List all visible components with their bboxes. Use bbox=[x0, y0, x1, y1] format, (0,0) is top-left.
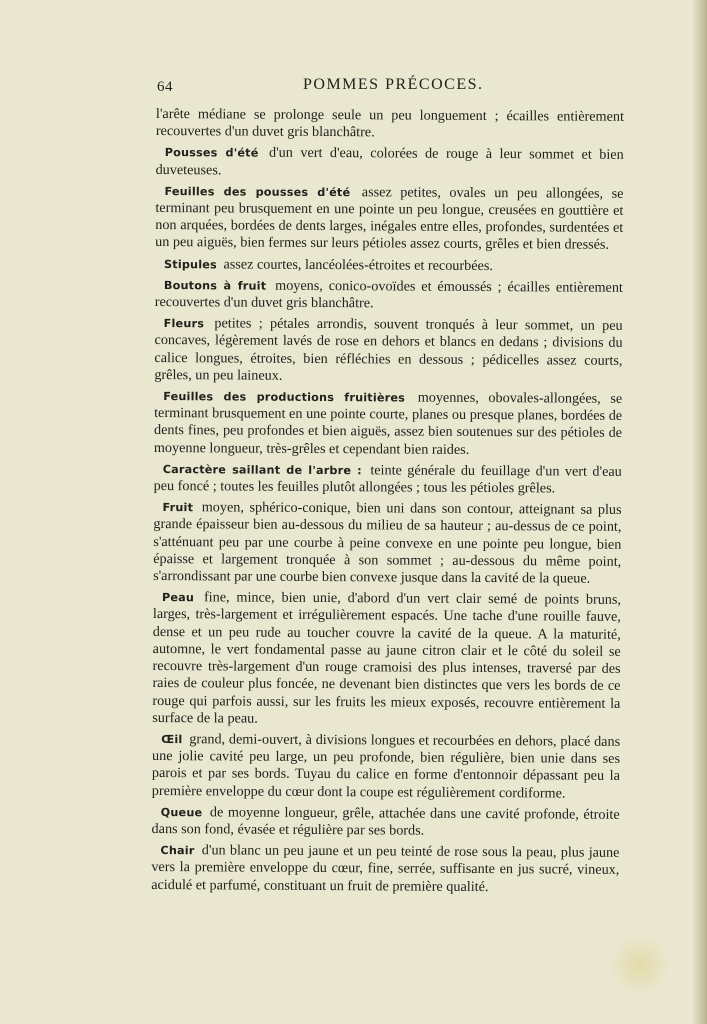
paragraph-text: d'un vert d'eau, colorées de rouge à leur sommet et bien duveteuses. bbox=[155, 145, 624, 179]
paragraph-queue bbox=[152, 804, 620, 841]
paragraph-term: Queue bbox=[160, 805, 203, 820]
paragraph-term: Fruit bbox=[162, 501, 194, 515]
paragraph-text: grand, demi-ouvert, à divisions longues et recourbées en dehors, placé dans une jolie cavité peu large, un peu profonde, bien régulière, bien unie dans ses parois et par ses bords. Tuyau du calice en forme d'entonnoir dépassant peu la première enveloppe du cœur dont la coupe est régulièrement cordiforme. bbox=[151, 731, 621, 802]
paragraph-feuilles-pousses bbox=[155, 183, 623, 255]
paragraph-fleurs bbox=[154, 315, 622, 387]
paragraph-pousses bbox=[156, 144, 624, 181]
paragraph-continuation bbox=[156, 106, 624, 143]
paragraph-text: moyens, conico-ovoïdes et émoussés ; écailles entièrement recouvertes d'un duvet gris blanchâtre. bbox=[154, 277, 623, 312]
paper-stain bbox=[610, 935, 670, 995]
paragraph-boutons bbox=[155, 277, 623, 314]
paragraph-term: Boutons à fruit bbox=[163, 278, 267, 293]
paragraph-text: moyen, sphérico-conique, bien uni dans son contour, atteignant sa plus grande épaisseur bien au-dessous du milieu de sa hauteur ; au-dessus de ce point, s'atténuant peu par une courbe à peine convexe en une pointe peu longue, bien épaisse et largement tronquée à son sommet ; au-dessous du même point, s'arrondissant par une courbe bien convexe jusque dans la cavité de la queue. bbox=[153, 499, 622, 587]
paragraph-text: petites ; pétales arrondis, souvent tronqués à leur sommet, un peu concaves, légèrement lavés de rose en dehors et blancs en dedans ; divisions du calice longues, étroites, bien réfléchies en dessous ; pédicelles assez courts, grêles, un peu laineux. bbox=[154, 315, 623, 384]
paragraph-term: Pousses d'été bbox=[164, 146, 259, 161]
paragraph-feuilles-productions bbox=[154, 388, 622, 460]
paragraph-text: d'un blanc un peu jaune et un peu teinté de rose sous la peau, plus jaune vers la première enveloppe du cœur, fine, serrée, suffisante en jus sucré, vineux, acidulé et parfumé, constituant un fruit de première qualité. bbox=[151, 842, 620, 895]
page-number: 64 bbox=[157, 79, 173, 95]
paragraph-term: Feuilles des pousses d'été bbox=[164, 184, 351, 200]
paragraph-term: Œil bbox=[161, 732, 183, 747]
paragraph-term: Stipules bbox=[163, 257, 217, 272]
paragraph-term: Chair bbox=[160, 844, 195, 858]
paragraph-text: de moyenne longueur, grêle, attachée dans une cavité profonde, étroite dans son fond, évasée et régulière par ses bords. bbox=[151, 804, 620, 839]
paragraph-fruit bbox=[153, 499, 622, 588]
page-header bbox=[157, 76, 619, 100]
paragraph-text: moyennes, obovales-allongées, se terminant brusquement en une pointe courte, planes ou presque planes, bordées de dents fines, peu profondes et bien aiguës, assez bien soutenues sur des pétioles de moyenne longueur, très-grêles et cependant bien raides. bbox=[153, 389, 623, 458]
paragraph-text: l'arête médiane se prolonge seule un peu longuement ; écailles entièrement recouvertes d'un duvet gris blanchâtre. bbox=[155, 106, 624, 141]
paragraph-caractere bbox=[154, 461, 622, 498]
paragraph-term: Caractère saillant de l'arbre : bbox=[162, 462, 362, 478]
paragraph-text: fine, mince, bien unie, d'abord d'un vert clair semé de points bruns, larges, très-largement et irrégulièrement espacés. Une tache d'une rouille fauve, dense et un peu rude au toucher couvre la cavité de la queue. A la maturité, automne, le vert fondamental passe au jaune citron clair et le côté du soleil se recouvre très-largement d'un rouge cramoisi des plus intenses, traversé par des raies de couleur plus foncée, ne devenant bien distinctes que vers les bords de ce rouge qui parfois aussi, sur les fruits les mieux exposés, recouvre entièrement la surface de la peau. bbox=[152, 589, 622, 727]
paragraph-text: assez courtes, lancéolées-étroites et recourbées. bbox=[223, 256, 493, 274]
body-text bbox=[151, 106, 624, 901]
paragraph-term: Fleurs bbox=[163, 317, 205, 331]
page-edge bbox=[693, 0, 707, 1024]
running-title: POMMES PRÉCOCES. bbox=[303, 76, 484, 93]
paragraph-text: teinte générale du feuillage d'un vert d'eau peu foncé ; toutes les feuilles plutôt allongées ; tous les pétioles grêles. bbox=[153, 462, 622, 497]
paragraph-peau bbox=[152, 589, 621, 729]
paragraph-stipules bbox=[155, 256, 623, 276]
paragraph-chair bbox=[151, 842, 619, 896]
paragraph-term: Feuilles des productions fruitières bbox=[163, 390, 406, 405]
paragraph-term: Peau bbox=[161, 591, 195, 605]
paragraph-text: assez petites, ovales un peu allongées, se terminant peu brusquement en une pointe un peu longue, creusées en gouttière et non arquées, bordées de dents larges, inégales entre elles, profondes, surdentées et un peu aiguës, bien fermes sur leurs pétioles assez courts, grêles et bien dressés. bbox=[155, 184, 624, 254]
paragraph-oeil bbox=[152, 731, 620, 803]
